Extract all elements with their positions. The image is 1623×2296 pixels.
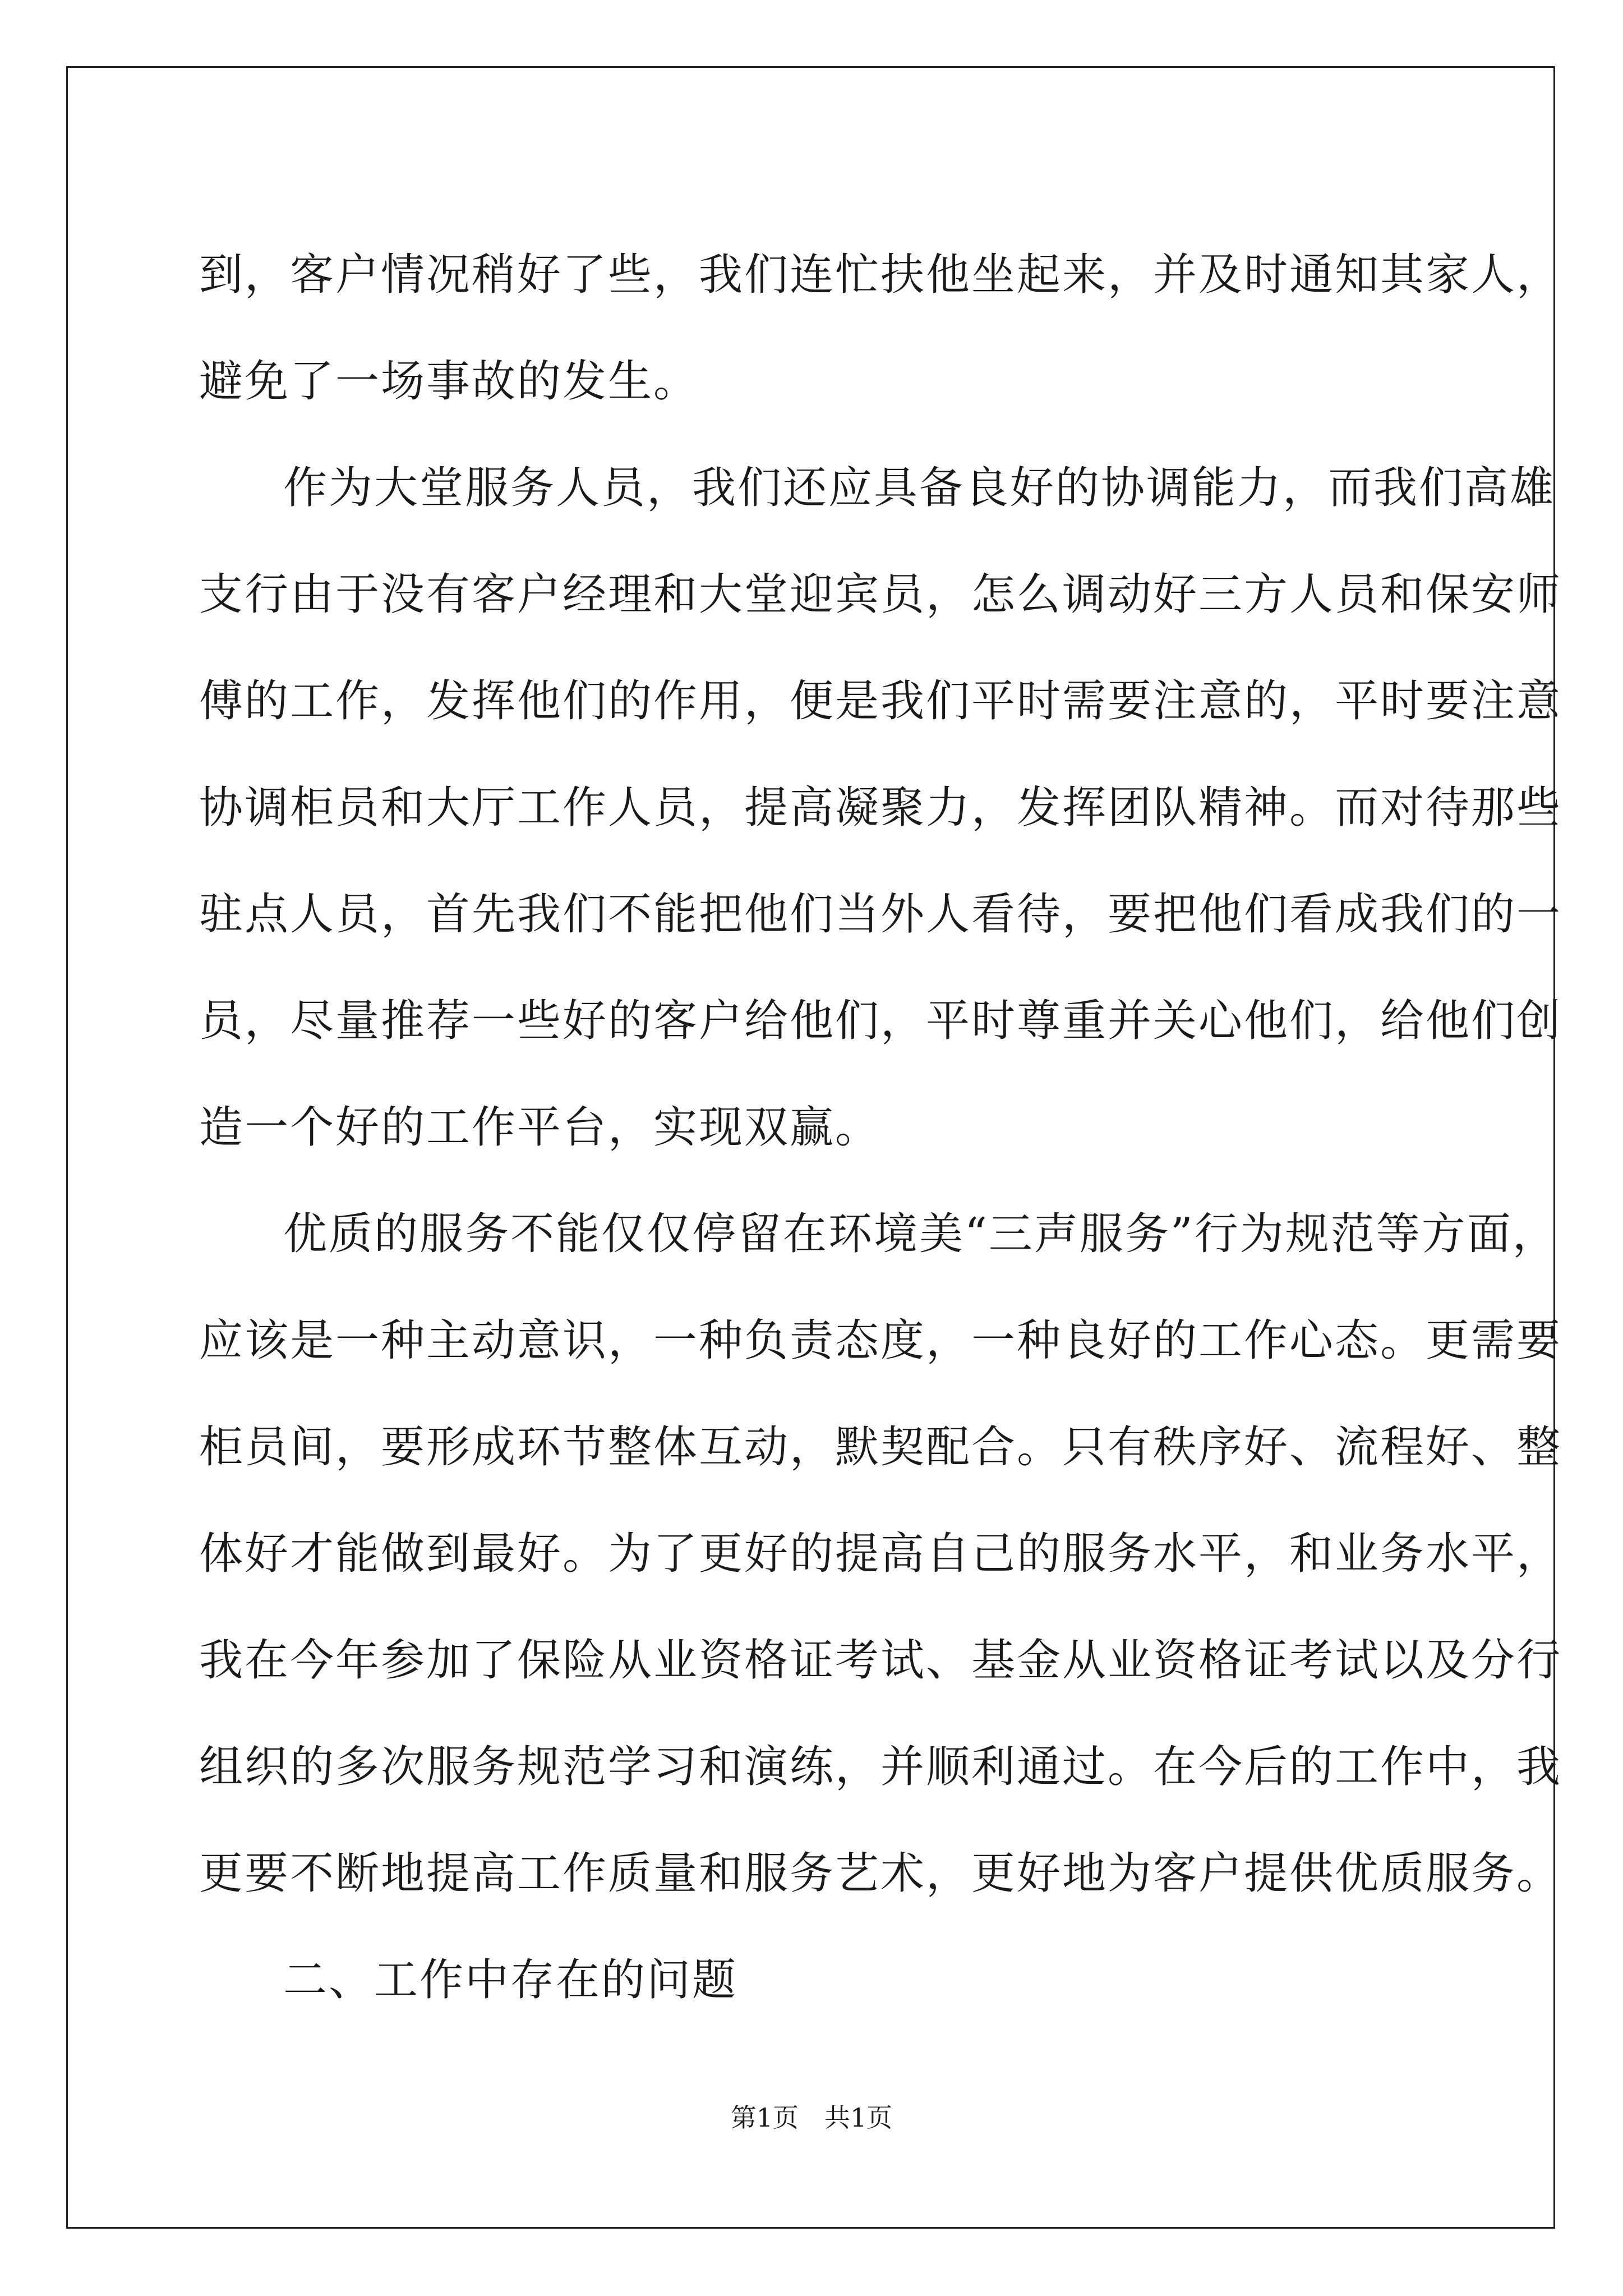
- text-line: 二、工作中存在的问题: [283, 1955, 738, 2005]
- text-line: 优质的服务不能仅仅停留在环境美“三声服务”行为规范等方面，: [283, 1209, 1558, 1259]
- page-footer: 第1页 共1页: [730, 2102, 893, 2133]
- text-line: 避免了一场事故的发生。: [199, 356, 699, 407]
- text-line: 傅的工作，发挥他们的作用，便是我们平时需要注意的，平时要注意: [199, 676, 1562, 726]
- text-line: 造一个好的工作平台，实现双赢。: [199, 1102, 881, 1153]
- text-line: 协调柜员和大厅工作人员，提高凝聚力，发挥团队精神。而对待那些: [199, 783, 1562, 833]
- text-line: 我在今年参加了保险从业资格证考试、基金从业资格证考试以及分行: [199, 1635, 1562, 1686]
- text-line: 组织的多次服务规范学习和演练，并顺利通过。在今后的工作中，我: [199, 1742, 1562, 1792]
- text-line: 柜员间，要形成环节整体互动，默契配合。只有秩序好、流程好、整: [199, 1422, 1562, 1473]
- text-line: 驻点人员，首先我们不能把他们当外人看待，要把他们看成我们的一: [199, 889, 1562, 940]
- text-line: 员，尽量推荐一些好的客户给他们，平时尊重并关心他们，给他们创: [199, 996, 1562, 1046]
- text-line: 到，客户情况稍好了些，我们连忙扶他坐起来，并及时通知其家人，: [199, 250, 1562, 300]
- text-line: 作为大堂服务人员，我们还应具备良好的协调能力，而我们高雄: [283, 463, 1556, 513]
- text-line: 更要不断地提高工作质量和服务艺术，更好地为客户提供优质服务。: [199, 1848, 1562, 1899]
- document-body: [199, 222, 1562, 2033]
- text-line: 体好才能做到最好。为了更好的提高自己的服务水平，和业务水平，: [199, 1529, 1562, 1579]
- text-line: 应该是一种主动意识，一种负责态度，一种良好的工作心态。更需要: [199, 1315, 1562, 1366]
- text-line: 支行由于没有客户经理和大堂迎宾员，怎么调动好三方人员和保安师: [199, 569, 1562, 620]
